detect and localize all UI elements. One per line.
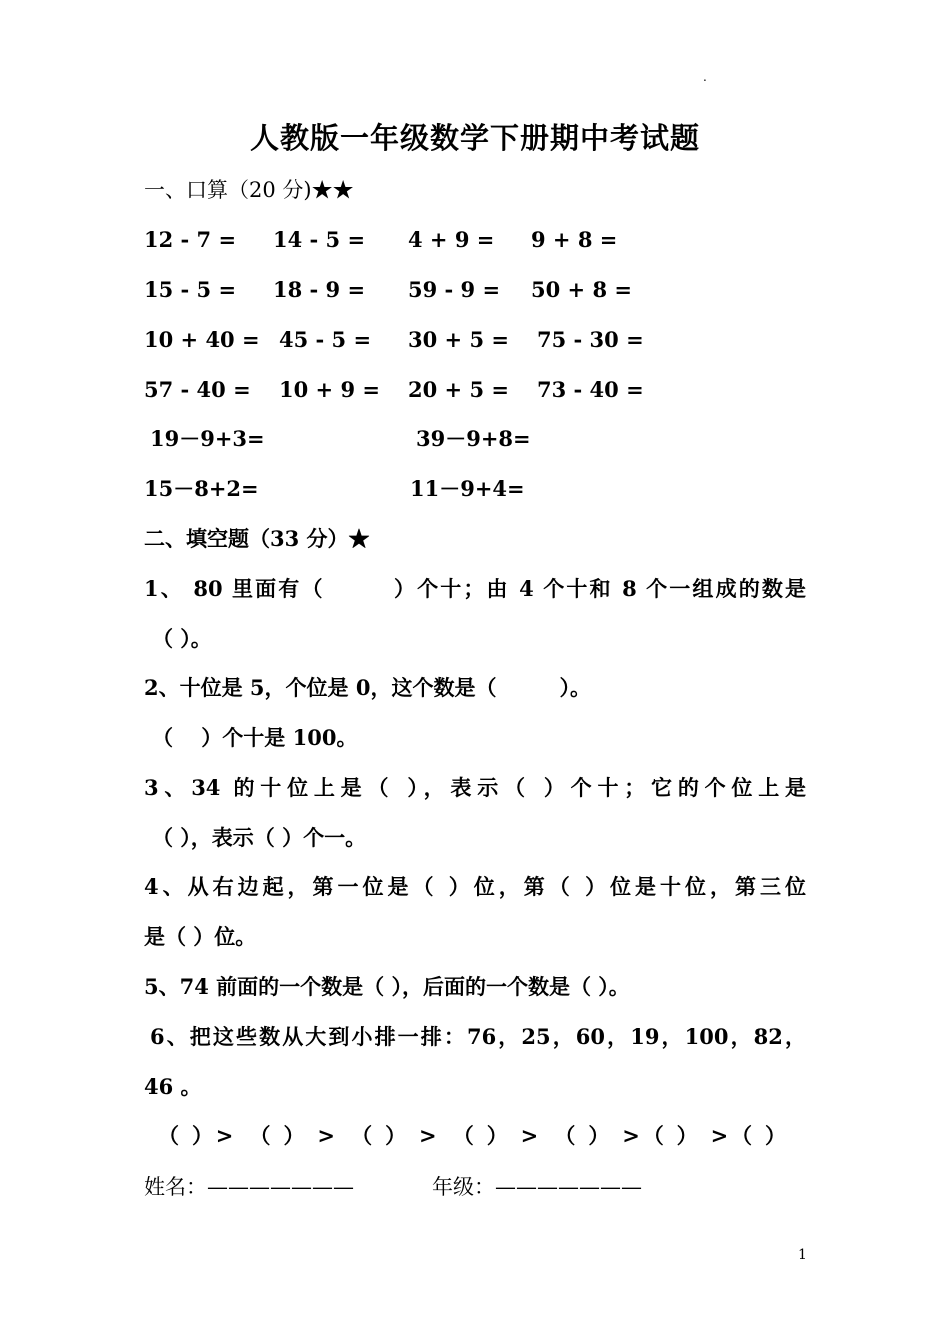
mixed-calc-item: 19－9+3= [150,426,265,451]
calc-item: 4 + 9 = [408,227,495,252]
page-number: 1 [798,1247,807,1263]
question-6-line-1: 6、把这些数从大到小排一排：76，25，60，19，100，82， [150,1024,806,1049]
calc-item: 10 + 40 = [144,327,260,352]
exam-title: 人教版一年级数学下册期中考试题 [249,121,700,155]
mixed-calc-item: 11－9+4= [410,476,525,501]
corner-mark: . [703,70,707,84]
question-4-line-1: 4、从右边起，第一位是（ ）位，第（ ）位是十位，第三位 [144,874,806,899]
question-4-line-2: 是（ ）位。 [144,924,257,949]
calc-item: 73 - 40 = [537,377,644,402]
question-5: 5、74 前面的一个数是（ ），后面的一个数是（ ）。 [144,974,630,999]
section1-heading: 一、口算（20 分)★★ [144,178,354,202]
calc-item: 9 + 8 = [531,227,618,252]
name-field: 姓名：——————— [144,1175,354,1199]
calc-item: 57 - 40 = [144,377,251,402]
question-2-line-1: 2、十位是 5，个位是 0，这个数是（ ）。 [144,675,591,700]
question-3-line-2: （ ），表示（ ）个一。 [152,825,367,850]
section2-heading: 二、填空题（33 分）★ [144,526,370,551]
mixed-calc-item: 39－9+8= [416,426,531,451]
question-3-line-1: 3、34 的十位上是（ ），表示（ ）个十；它的个位上是 [144,775,806,800]
calc-item: 12 - 7 = [144,227,237,252]
question-1-line-2: （ ）。 [152,626,212,651]
calc-item: 20 + 5 = [408,377,509,402]
calc-item: 59 - 9 = [408,277,501,302]
calc-item: 75 - 30 = [537,327,644,352]
question-1-line-1: 1、 80 里面有（ ）个十；由 4 个十和 8 个一组成的数是 [144,576,806,601]
calc-item: 50 + 8 = [531,277,632,302]
calc-item: 30 + 5 = [408,327,509,352]
question-6-blanks: （ ）> （ ） > （ ） > （ ） > （ ） >（ ） >（ ） [158,1123,786,1148]
calc-item: 14 - 5 = [273,227,366,252]
calc-item: 15 - 5 = [144,277,237,302]
question-6-line-2: 46 。 [144,1074,202,1099]
calc-item: 10 + 9 = [279,377,380,402]
question-2-line-2: （ ）个十是 100。 [152,725,358,750]
mixed-calc-item: 15－8+2= [144,476,259,501]
calc-item: 18 - 9 = [273,277,366,302]
calc-item: 45 - 5 = [279,327,372,352]
grade-field: 年级：——————— [432,1175,642,1199]
